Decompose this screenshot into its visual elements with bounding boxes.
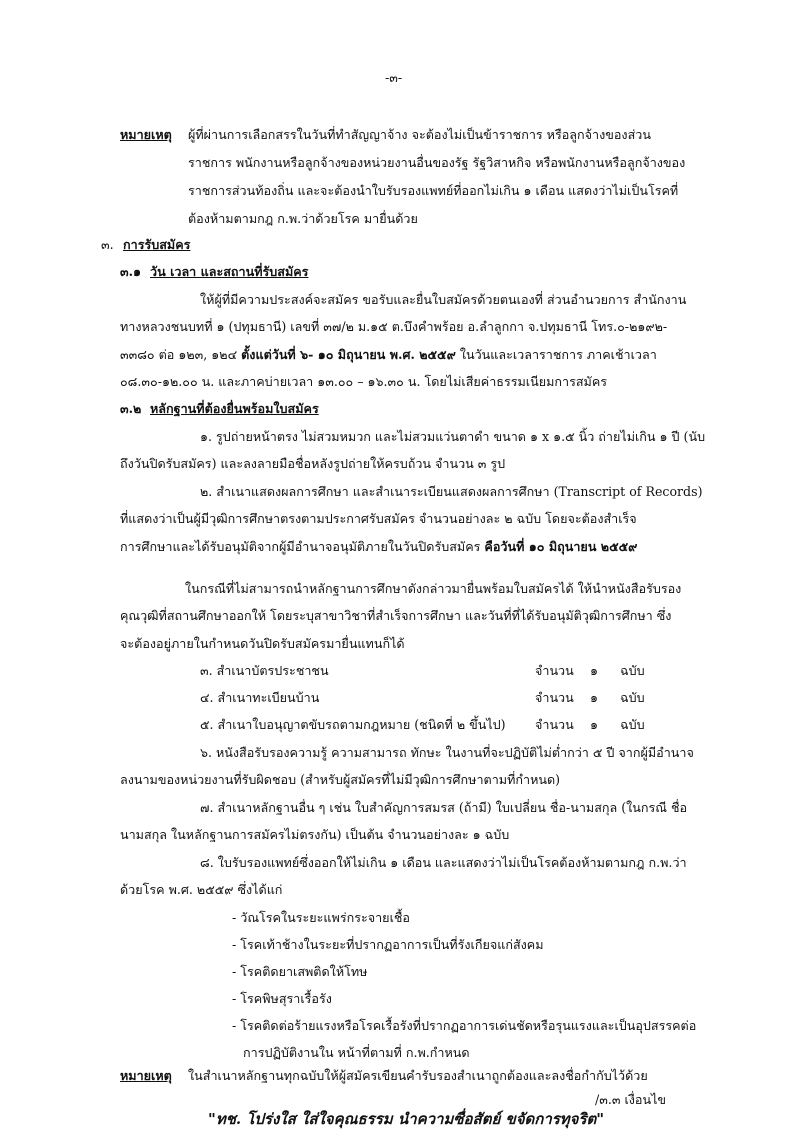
- section-number: ๓.: [101, 237, 114, 252]
- requirement-line: ๗. สำเนาหลักฐานอื่น ๆ เช่น ใบสำคัญการสมรส (ถ้ามี) ใบเปลี่ยน ชื่อ-นามสกุล (ในกรณี ชื่อ: [200, 800, 688, 815]
- requirement-line: ถึงวันปิดรับสมัคร) และลงลายมือชื่อหลังรูปถ่ายให้ครบถ้วน จำนวน ๓ รูป: [120, 456, 506, 471]
- disease-item: - วัณโรคในระยะแพร่กระจายเชื้อ: [232, 910, 410, 925]
- note-line: ราชการส่วนท้องถิ่น และจะต้องนำใบรับรองแพทย์ที่ออกไม่เกิน ๑ เดือน แสดงว่าไม่เป็นโรคที่: [188, 183, 679, 198]
- office-hours: ในวันและเวลาราชการ ภาคเช้าเวลา: [459, 347, 657, 362]
- subsection-number: ๓.๑: [120, 264, 141, 279]
- note-label: หมายเหตุ: [120, 127, 172, 142]
- disease-item: - โรคพิษสุราเรื้อรัง: [232, 991, 332, 1006]
- copy-item-label: ๕. สำเนาใบอนุญาตขับรถตามกฎหมาย (ชนิดที่ ๒ ขึ้นไป): [200, 717, 506, 732]
- copy-unit: ฉบับ: [620, 690, 645, 705]
- copy-qty: ๑: [590, 663, 598, 678]
- copy-qty: ๑: [590, 690, 598, 705]
- requirement-line: ลงนามของหน่วยงานที่รับผิดชอบ (สำหรับผู้สมัครที่ไม่มีวุฒิการศึกษาตามที่กำหนด): [120, 772, 561, 787]
- paragraph-line: [120, 347, 657, 363]
- requirement-line: ๑. รูปถ่ายหน้าตรง ไม่สวมหมวก และไม่สวมแว่นตาดำ ขนาด ๑ x ๑.๕ นิ้ว ถ่ายไม่เกิน ๑ ปี (นับ: [200, 429, 706, 444]
- subsection-title: หลักฐานที่ต้องยื่นพร้อมใบสมัคร: [150, 401, 319, 416]
- paragraph-line: ทางหลวงชนบทที่ ๑ (ปทุมธานี) เลขที่ ๓๗/๒ ม.๑๕ ต.บึงคำพร้อย อ.ลำลูกกา จ.ปทุมธานี โทร.๐-๒๑๙๒-: [120, 319, 668, 334]
- requirement-line: ๖. หนังสือรับรองความรู้ ความสามารถ ทักษะ ในงานที่จะปฏิบัติไม่ต่ำกว่า ๕ ปี จากผู้มีอำนาจ: [200, 745, 694, 760]
- note-line: ต้องห้ามตามกฎ ก.พ.ว่าด้วยโรค มายื่นด้วย: [188, 211, 418, 226]
- disease-item: การปฏิบัติงานใน หน้าที่ตามที่ ก.พ.กำหนด: [243, 1045, 470, 1060]
- paragraph-line: ในกรณีที่ไม่สามารถนำหลักฐานการศึกษาดังกล่าวมายื่นพร้อมใบสมัครได้ ให้นำหนังสือรับรอง: [185, 581, 682, 596]
- deadline: คือวันที่ ๑๐ มิถุนายน ๒๕๕๙: [484, 539, 638, 554]
- subsection-number: ๓.๒: [120, 401, 142, 416]
- copy-qty-label: จำนวน: [535, 690, 574, 705]
- paragraph-line: ๐๘.๓๐-๑๒.๐๐ น. และภาคบ่ายเวลา ๑๓.๐๐ – ๑๖.๓๐ น. โดยไม่เสียค่าธรรมเนียมการสมัคร: [120, 374, 608, 389]
- requirement-line: ๒. สำเนาแสดงผลการศึกษา และสำเนาระเบียนแสดงผลการศึกษา (Transcript of Records): [200, 484, 703, 499]
- copy-unit: ฉบับ: [620, 663, 645, 678]
- disease-item: - โรคติดต่อร้ายแรงหรือโรคเรื้อรังที่ปรากฏอาการเด่นชัดหรือรุนแรงและเป็นอุปสรรคต่อ: [232, 1018, 697, 1033]
- copy-qty-label: จำนวน: [535, 717, 574, 732]
- requirement-line: ที่แสดงว่าเป็นผู้มีวุฒิการศึกษาตรงตามประกาศรับสมัคร จำนวนอย่างละ ๒ ฉบับ โดยจะต้องสำเร็จ: [120, 511, 637, 526]
- disease-item: - โรคติดยาเสพติดให้โทษ: [232, 964, 368, 979]
- paragraph-line: ให้ผู้ที่มีความประสงค์จะสมัคร ขอรับและยื่นใบสมัครด้วยตนเองที่ ส่วนอำนวยการ สำนักงาน: [200, 292, 687, 307]
- copy-item-label: ๓. สำเนาบัตรประชาชน: [200, 663, 329, 678]
- phone-ext: ๓๓๘๐ ต่อ ๑๒๓, ๑๒๔: [120, 347, 238, 362]
- requirement-text: การศึกษาและได้รับอนุมัติจากผู้มีอำนาจอนุมัติภายในวันปิดรับสมัคร: [120, 539, 481, 554]
- note-line: ผู้ที่ผ่านการเลือกสรรในวันที่ทำสัญญาจ้าง จะต้องไม่เป็นข้าราชการ หรือลูกจ้างของส่วน: [188, 127, 651, 142]
- footer-slogan: "ทช. โปร่งใส ใส่ใจคุณธรรม นำความซื่อสัตย์ ขจัดการทุจริต": [208, 1110, 605, 1128]
- page-number: -๓-: [385, 70, 403, 85]
- copy-qty: ๑: [590, 717, 598, 732]
- application-dates: ตั้งแต่วันที่ ๖- ๑๐ มิถุนายน พ.ศ. ๒๕๕๙: [241, 347, 456, 362]
- copy-item-label: ๔. สำเนาทะเบียนบ้าน: [200, 690, 320, 705]
- subsection-title: วัน เวลา และสถานที่รับสมัคร: [150, 264, 309, 279]
- note-label: หมายเหตุ: [120, 1068, 172, 1083]
- paragraph-line: คุณวุฒิที่สถานศึกษาออกให้ โดยระบุสาขาวิชาที่สำเร็จการศึกษา และวันที่ที่ได้รับอนุมัติวุฒิการศึกษา ซึ่ง: [120, 608, 672, 623]
- copy-unit: ฉบับ: [620, 717, 645, 732]
- copy-qty-label: จำนวน: [535, 663, 574, 678]
- requirement-line: ด้วยโรค พ.ศ. ๒๕๕๙ ซึ่งได้แก่: [120, 882, 283, 897]
- requirement-line: นามสกุล ในหลักฐานการสมัครไม่ตรงกัน) เป็นต้น จำนวนอย่างละ ๑ ฉบับ: [120, 827, 510, 842]
- paragraph-line: จะต้องอยู่ภายในกำหนดวันปิดรับสมัครมายื่นแทนก็ได้: [120, 636, 405, 651]
- note-text: ในสำเนาหลักฐานทุกฉบับให้ผู้สมัครเขียนคำรับรองสำเนาถูกต้องและลงชื่อกำกับไว้ด้วย: [188, 1068, 648, 1083]
- requirement-line: [120, 539, 637, 555]
- section-title: การรับสมัคร: [123, 237, 191, 252]
- disease-item: - โรคเท้าช้างในระยะที่ปรากฏอาการเป็นที่รังเกียจแก่สังคม: [232, 937, 544, 952]
- note-line: ราชการ พนักงานหรือลูกจ้างของหน่วยงานอื่นของรัฐ รัฐวิสาหกิจ หรือพนักงานหรือลูกจ้างของ: [188, 155, 686, 170]
- requirement-line: ๘. ใบรับรองแพทย์ซึ่งออกให้ไม่เกิน ๑ เดือน และแสดงว่าไม่เป็นโรคต้องห้ามตามกฎ ก.พ.ว่า: [200, 855, 687, 870]
- continued-marker: /๓.๓ เงื่อนไข: [595, 1092, 667, 1107]
